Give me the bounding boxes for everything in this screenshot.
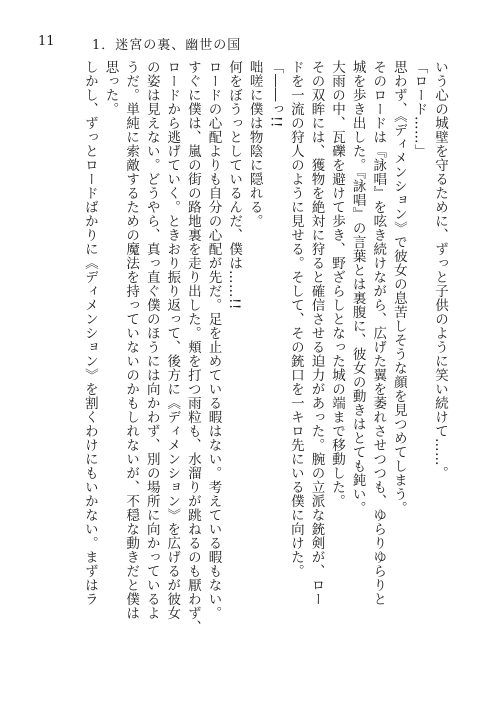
page-header bbox=[0, 12, 500, 52]
text-line: すぐに僕は、嵐の街の路地裏を走り出した。頬を打つ雨粒も、水溜りが跳ねるのも厭わず、 bbox=[184, 60, 201, 634]
text-line: の姿は見えない。どうやら、真っ直ぐ僕のほうには向かわず、別の場所に向かっているよ bbox=[143, 60, 160, 620]
page-number: 11 bbox=[38, 34, 55, 49]
text-line: そのロードは『詠唱』を呟き続けながら、広げた翼を萎れさせつつも、ゆらりゆらりと bbox=[370, 60, 387, 606]
running-title: 1．迷宮の裏、幽世の国 bbox=[92, 38, 242, 53]
text-line: 城を歩き出した。『詠唱』の言葉とは裏腹に、彼女の動きはとても鈍い。 bbox=[349, 60, 366, 516]
text-line: ドを一流の狩人のように見せる。そして、その銃口を一キロ先にいる僕に向けた。 bbox=[287, 60, 304, 578]
text-line: 思わず、《ディメンション》で彼女の息苦しそうな顔を見つめてしまう。 bbox=[390, 60, 407, 516]
text-line: 思った。 bbox=[102, 60, 119, 116]
text-line: ロードから逃げていく。ときおり振り返って、後方に《ディメンション》を広げるが彼女 bbox=[164, 60, 181, 620]
text-line: 何をぼうっとしているんだ、僕は……!! bbox=[226, 60, 243, 310]
text-line: 咄嗟に僕は物陰に隠れる。 bbox=[246, 60, 263, 228]
text-line: その双眸には、獲物を絶対に狩ると確信させる迫力があった。腕の立派な銃剣が、ロー bbox=[308, 60, 325, 606]
text-line: 「――っ!! bbox=[267, 60, 284, 128]
novel-body-text bbox=[60, 60, 450, 685]
text-line: ロードの心配よりも自分の心配が先だ。足を止めている暇はない。考えている暇もない。 bbox=[205, 60, 222, 620]
text-line: うだ。単純に索敵するための魔法を持っていないのかもしれないが、不穏な動きだと僕は bbox=[123, 60, 140, 620]
text-line: しかし、ずっとロードばかりに《ディメンション》を割くわけにもいかない。まずはラ bbox=[81, 60, 98, 606]
text-line: 「ロード……」 bbox=[411, 60, 428, 158]
text-line: 大雨の中、瓦礫を避けて歩き、野ざらしとなった城の端まで移動した。 bbox=[329, 60, 346, 508]
text-line: いう心の城壁を守るために、ずっと子供のように笑い続けて……。 bbox=[432, 60, 448, 480]
